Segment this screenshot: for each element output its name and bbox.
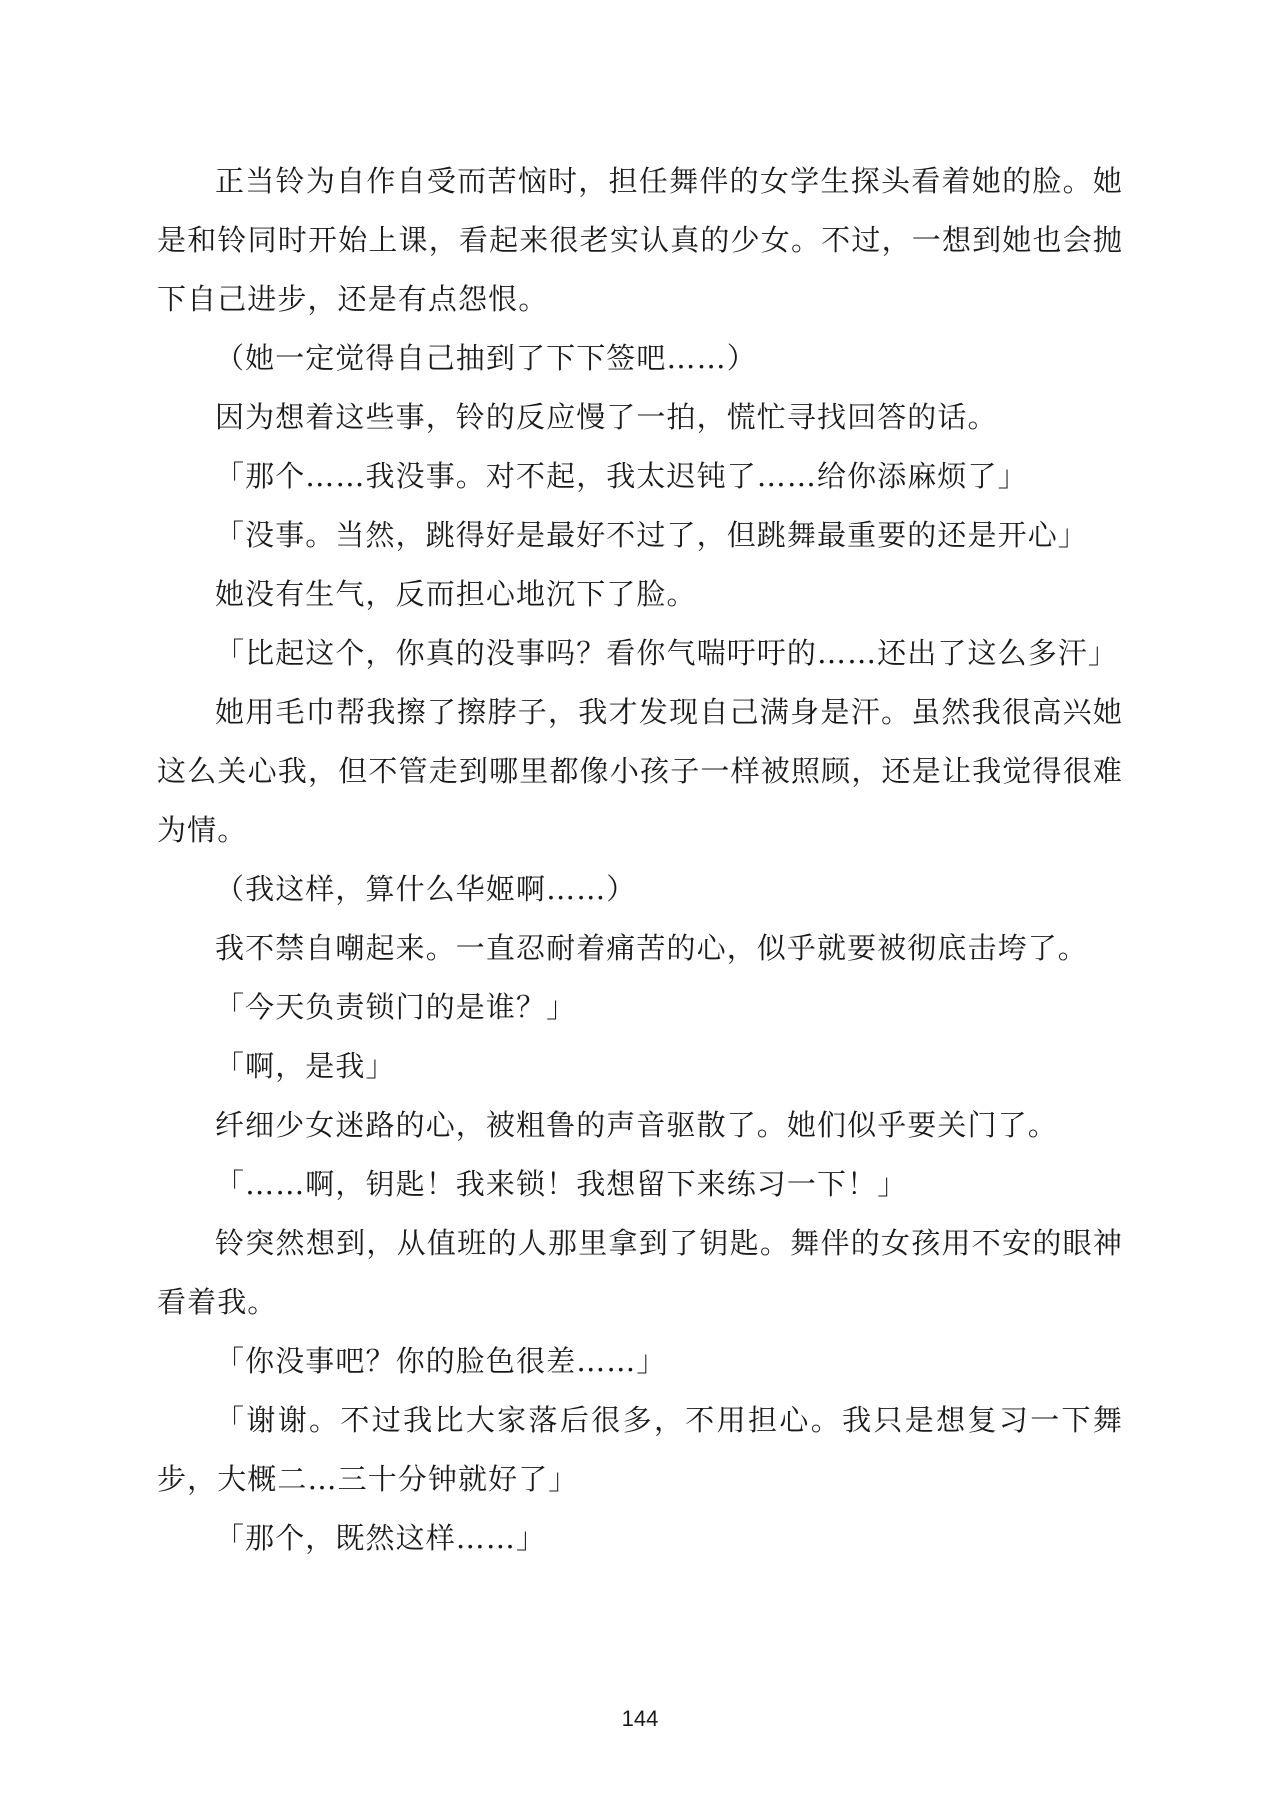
paragraph-7: 「比起这个，你真的没事吗？看你气喘吁吁的……还出了这么多汗」 (215, 636, 1119, 670)
paragraph-8: 她用毛巾帮我擦了擦脖子，我才发现自己满身是汗。虽然我很高兴她这么关心我，但不管走到哪里都像小孩子一样被照顾，还是让我觉得很难为情。 (157, 695, 1123, 847)
paragraph-6: 她没有生气，反而担心地沉下了脸。 (215, 577, 697, 611)
paragraph-13: 纤细少女迷路的心，被粗鲁的声音驱散了。她们似乎要关门了。 (215, 1108, 1058, 1142)
paragraph-5: 「没事。当然，跳得好是最好不过了，但跳舞最重要的还是开心」 (215, 518, 1088, 552)
paragraph-4: 「那个……我没事。对不起，我太迟钝了……给你添麻烦了」 (215, 459, 1028, 493)
page-number: 144 (621, 1706, 659, 1731)
paragraph-2: （她一定觉得自己抽到了下下签吧……） (215, 341, 757, 375)
paragraph-11: 「今天负责锁门的是谁？」 (215, 990, 577, 1024)
paragraph-3: 因为想着这些事，铃的反应慢了一拍，慌忙寻找回答的话。 (215, 400, 998, 434)
paragraph-18: 「那个，既然这样……」 (215, 1521, 547, 1555)
paragraph-10: 我不禁自嘲起来。一直忍耐着痛苦的心，似乎就要被彻底击垮了。 (215, 931, 1088, 965)
paragraph-16: 「你没事吧？你的脸色很差……」 (215, 1344, 667, 1378)
paragraph-9: （我这样，算什么华姬啊……） (215, 872, 637, 906)
paragraph-12: 「啊，是我」 (215, 1049, 396, 1083)
paragraph-17: 「谢谢。不过我比大家落后很多，不用担心。我只是想复习一下舞步，大概二…三十分钟就好了」 (157, 1403, 1123, 1496)
body-text (157, 152, 1123, 1568)
paragraph-1: 正当铃为自作自受而苦恼时，担任舞伴的女学生探头看着她的脸。她是和铃同时开始上课，看起来很老实认真的少女。不过，一想到她也会抛下自己进步，还是有点怨恨。 (157, 164, 1123, 316)
paragraph-14: 「……啊，钥匙！我来锁！我想留下来练习一下！」 (215, 1167, 908, 1201)
paragraph-15: 铃突然想到，从值班的人那里拿到了钥匙。舞伴的女孩用不安的眼神看着我。 (157, 1226, 1123, 1319)
